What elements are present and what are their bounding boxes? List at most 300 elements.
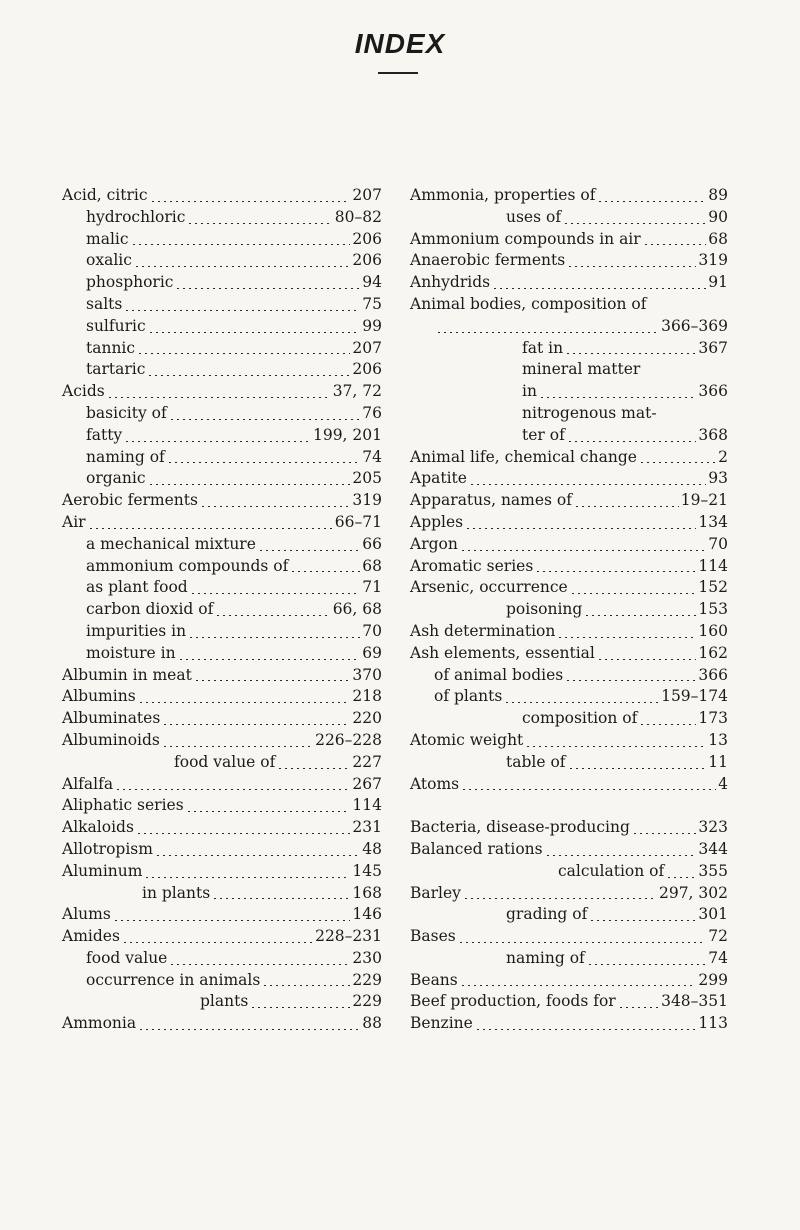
index-entry (62, 883, 382, 905)
dot-leader (436, 332, 659, 333)
entry-term: Aliphatic series (62, 796, 184, 815)
index-entry (410, 774, 728, 796)
entry-term: Argon (410, 534, 458, 553)
entry-term: Apparatus, names of (410, 491, 572, 510)
dot-leader (131, 244, 351, 245)
index-entry (410, 752, 728, 774)
index-entry (62, 904, 382, 926)
index-entry (62, 447, 382, 469)
entry-pages: 70 (362, 621, 382, 640)
dot-leader (186, 811, 351, 812)
entry-pages: 319 (698, 251, 728, 270)
entry-pages: 319 (352, 491, 382, 510)
entry-pages: 218 (352, 687, 382, 706)
dot-leader (175, 288, 360, 289)
entry-term: food value of (174, 752, 276, 771)
dot-leader (565, 353, 696, 354)
entry-pages: 267 (352, 774, 382, 793)
dot-leader (643, 244, 707, 245)
entry-term: carbon dioxid of (86, 600, 214, 619)
index-entry (410, 1013, 728, 1035)
dot-leader (475, 1029, 697, 1030)
dot-leader (565, 680, 696, 681)
index-entry (62, 185, 382, 207)
entry-term: moisture in (86, 643, 176, 662)
entry-pages: 94 (362, 273, 382, 292)
dot-leader (290, 571, 360, 572)
dot-leader (162, 746, 313, 747)
entry-term: Ammonium compounds in air (410, 229, 641, 248)
index-entry (410, 948, 728, 970)
index-entry (410, 468, 728, 490)
index-entry (62, 294, 382, 316)
dot-leader (639, 462, 716, 463)
index-entry (410, 556, 728, 578)
index-entry (62, 839, 382, 861)
entry-term: Aromatic series (410, 556, 534, 575)
entry-pages: 168 (352, 883, 382, 902)
entry-term: ter of (522, 425, 565, 444)
dot-leader (584, 615, 696, 616)
entry-pages: 205 (352, 469, 382, 488)
entry-pages: 146 (352, 905, 382, 924)
entry-pages: 199, 201 (312, 425, 382, 444)
dot-leader (188, 637, 360, 638)
index-entry (62, 534, 382, 556)
index-entry (410, 294, 728, 316)
dot-leader (124, 441, 311, 442)
entry-pages: 66–71 (334, 512, 382, 531)
index-entry (62, 730, 382, 752)
entry-term: naming of (506, 948, 585, 967)
dot-leader (568, 768, 707, 769)
index-entry (410, 403, 728, 425)
entry-term: salts (86, 294, 123, 313)
dot-leader (258, 550, 360, 551)
dot-leader (144, 877, 350, 878)
entry-pages: 114 (698, 556, 728, 575)
entry-pages: 323 (698, 818, 728, 837)
entry-pages: 367 (698, 338, 728, 357)
entry-pages: 206 (352, 360, 382, 379)
index-entry (62, 381, 382, 403)
index-entry (62, 403, 382, 425)
entry-pages: 153 (698, 600, 728, 619)
entry-term: Alums (62, 905, 111, 924)
dot-leader (250, 1007, 350, 1008)
entry-pages: 37, 72 (332, 382, 382, 401)
entry-pages: 159–174 (661, 687, 728, 706)
dot-leader (469, 484, 706, 485)
entry-pages: 227 (352, 752, 382, 771)
index-entry (62, 686, 382, 708)
entry-term: poisoning (506, 600, 583, 619)
entry-pages: 344 (698, 839, 728, 858)
entry-term: Atoms (410, 774, 460, 793)
entry-term: in plants (142, 883, 211, 902)
dot-leader (597, 201, 706, 202)
entry-pages: 173 (698, 709, 728, 728)
entry-term: Aerobic ferments (62, 491, 198, 510)
dot-leader (465, 528, 696, 529)
entry-pages: 114 (352, 796, 382, 815)
dot-leader (539, 397, 696, 398)
dot-leader (460, 985, 697, 986)
entry-term: Albuminoids (62, 730, 160, 749)
index-entry (62, 272, 382, 294)
entry-pages: 206 (352, 251, 382, 270)
index-entry (410, 686, 728, 708)
entry-pages: 348–351 (661, 992, 728, 1011)
index-entry (62, 665, 382, 687)
index-entry (62, 708, 382, 730)
entry-term: Bacteria, disease-producing (410, 818, 630, 837)
dot-leader (597, 659, 697, 660)
dot-leader (460, 550, 706, 551)
dot-leader (492, 288, 706, 289)
dot-leader (88, 528, 333, 529)
index-entry (62, 599, 382, 621)
entry-pages: 66, 68 (332, 600, 382, 619)
entry-term: occurrence in animals (86, 970, 261, 989)
entry-term: impurities in (86, 621, 187, 640)
entry-pages: 89 (708, 186, 728, 204)
index-entry (410, 425, 728, 447)
entry-term: Ash determination (410, 621, 556, 640)
entry-pages: 13 (708, 730, 728, 749)
index-entry (410, 359, 728, 381)
entry-pages: 366 (698, 665, 728, 684)
dot-leader (115, 789, 350, 790)
index-entry (410, 316, 728, 338)
entry-pages: 355 (698, 861, 728, 880)
entry-pages: 93 (708, 469, 728, 488)
entry-term: Benzine (410, 1014, 473, 1033)
index-entry (410, 534, 728, 556)
index-entry (410, 447, 728, 469)
entry-pages: 113 (698, 1014, 728, 1033)
dot-leader (138, 1029, 360, 1030)
entry-term: Ammonia, properties of (410, 186, 596, 204)
index-entry (62, 338, 382, 360)
entry-pages: 69 (362, 643, 382, 662)
index-entry (62, 359, 382, 381)
dot-leader (563, 223, 706, 224)
index-entry (410, 381, 728, 403)
index-entry (62, 512, 382, 534)
entry-term: Balanced rations (410, 839, 543, 858)
entry-term: mineral matter (522, 360, 641, 379)
entry-term: calculation of (558, 861, 665, 880)
entry-pages: 145 (352, 861, 382, 880)
dot-leader (134, 266, 350, 267)
index-entry (62, 861, 382, 883)
title-rule (378, 72, 418, 74)
entry-term: Air (62, 512, 86, 531)
entry-pages: 152 (698, 578, 728, 597)
dot-leader (178, 659, 361, 660)
dot-leader (639, 724, 696, 725)
index-entry (62, 774, 382, 796)
index-entry (410, 708, 728, 730)
entry-term: composition of (522, 709, 638, 728)
entry-term: in (522, 382, 537, 401)
index-entry (62, 316, 382, 338)
entry-term: tannic (86, 338, 136, 357)
entry-pages: 75 (362, 294, 382, 313)
entry-pages: 297, 302 (658, 883, 728, 902)
entry-term: of animal bodies (434, 665, 564, 684)
dot-leader (545, 855, 697, 856)
dot-leader (122, 942, 313, 943)
dot-leader (587, 964, 706, 965)
entry-term: Arsenic, occurrence (410, 578, 568, 597)
dot-leader (169, 964, 350, 965)
entry-term: Aluminum (62, 861, 143, 880)
entry-term: nitrogenous mat- (522, 403, 657, 422)
dot-leader (277, 768, 350, 769)
entry-term: Amides (62, 927, 120, 946)
entry-term: sulfuric (86, 316, 146, 335)
dot-leader (618, 1007, 659, 1008)
entry-pages: 366 (698, 382, 728, 401)
index-entry (62, 795, 382, 817)
dot-leader (155, 855, 360, 856)
dot-leader (138, 702, 351, 703)
entry-term: Apples (410, 512, 464, 531)
entry-pages: 68 (708, 229, 728, 248)
dot-leader (148, 484, 351, 485)
dot-leader (113, 920, 351, 921)
index-entry (410, 272, 728, 294)
entry-pages: 229 (352, 992, 382, 1011)
dot-leader (137, 353, 350, 354)
entry-term: Anaerobic ferments (410, 251, 566, 270)
dot-leader (124, 310, 360, 311)
dot-leader (557, 637, 696, 638)
entry-term: organic (86, 469, 146, 488)
index-entry (410, 839, 728, 861)
dot-leader (187, 223, 332, 224)
entry-pages: 4 (718, 774, 728, 793)
entry-term: plants (200, 992, 249, 1011)
index-entry (62, 926, 382, 948)
entry-term: Albuminates (62, 709, 161, 728)
dot-leader (194, 680, 351, 681)
dot-leader (574, 506, 679, 507)
entry-term: basicity of (86, 403, 167, 422)
entry-term: of plants (434, 687, 503, 706)
entry-pages: 368 (698, 425, 728, 444)
entry-term: Animal life, chemical change (410, 447, 637, 466)
dot-leader (525, 746, 706, 747)
dot-leader (136, 833, 350, 834)
entry-pages: 228–231 (315, 927, 382, 946)
index-entry (410, 599, 728, 621)
index-entry (410, 665, 728, 687)
dot-leader (458, 942, 707, 943)
entry-term: Alfalfa (62, 774, 114, 793)
entry-pages: 74 (708, 948, 728, 967)
dot-leader (570, 593, 697, 594)
entry-pages: 19–21 (680, 491, 728, 510)
index-entry (410, 883, 728, 905)
entry-term: Apatite (410, 469, 467, 488)
index-entry (410, 338, 728, 360)
dot-leader (200, 506, 350, 507)
entry-pages: 48 (362, 839, 382, 858)
dot-leader (262, 985, 350, 986)
dot-leader (148, 332, 361, 333)
entry-term: Beans (410, 970, 458, 989)
dot-leader (150, 201, 351, 202)
dot-leader (107, 397, 331, 398)
entry-pages: 370 (352, 665, 382, 684)
index-entry (410, 185, 728, 207)
index-entry (62, 468, 382, 490)
index-entry (62, 643, 382, 665)
index-entry (410, 817, 728, 839)
index-entry (410, 621, 728, 643)
entry-term: fatty (86, 425, 123, 444)
dot-leader (167, 462, 360, 463)
dot-leader (147, 375, 350, 376)
entry-term: oxalic (86, 251, 132, 270)
dot-leader (535, 571, 696, 572)
index-entry (62, 621, 382, 643)
dot-leader (169, 419, 361, 420)
entry-pages: 66 (362, 534, 382, 553)
index-entry (410, 730, 728, 752)
entry-term: Alkaloids (62, 818, 134, 837)
entry-pages: 91 (708, 273, 728, 292)
entry-pages: 160 (698, 621, 728, 640)
index-entry (410, 904, 728, 926)
entry-term: phosphoric (86, 273, 174, 292)
entry-pages: 230 (352, 948, 382, 967)
dot-leader (215, 615, 330, 616)
entry-term: Acid, citric (62, 186, 148, 204)
entry-term: food value (86, 948, 168, 967)
index-entry (410, 512, 728, 534)
entry-term: malic (86, 229, 129, 248)
entry-pages: 207 (352, 186, 382, 204)
index-entry (62, 577, 382, 599)
entry-term: Atomic weight (410, 730, 524, 749)
index-entry (62, 752, 382, 774)
entry-term: uses of (506, 207, 562, 226)
entry-term: Allotropism (62, 839, 153, 858)
index-entry (410, 991, 728, 1013)
entry-pages: 207 (352, 338, 382, 357)
entry-pages: 220 (352, 709, 382, 728)
entry-pages: 162 (698, 643, 728, 662)
index-entry (62, 490, 382, 512)
entry-pages: 229 (352, 970, 382, 989)
entry-term: grading of (506, 905, 588, 924)
dot-leader (567, 441, 697, 442)
page-title: INDEX (354, 28, 446, 59)
entry-term: Ash elements, essential (410, 643, 595, 662)
index-entry (410, 577, 728, 599)
entry-pages: 206 (352, 229, 382, 248)
entry-pages: 366–369 (661, 316, 728, 335)
entry-term: Beef production, foods for (410, 992, 616, 1011)
dot-leader (632, 833, 697, 834)
index-entry (410, 861, 728, 883)
dot-leader (666, 877, 696, 878)
entry-pages: 134 (698, 512, 728, 531)
index-column-left (62, 185, 382, 1035)
entry-term: Anhydrids (410, 273, 491, 292)
entry-pages: 71 (362, 578, 382, 597)
entry-pages: 11 (708, 752, 728, 771)
index-entry (410, 207, 728, 229)
entry-pages: 299 (698, 970, 728, 989)
dot-leader (162, 724, 350, 725)
entry-pages: 72 (708, 927, 728, 946)
entry-pages: 80–82 (334, 207, 382, 226)
entry-pages: 74 (362, 447, 382, 466)
entry-term: tartaric (86, 360, 146, 379)
index-entry (62, 250, 382, 272)
entry-term: Bases (410, 927, 456, 946)
entry-term: Acids (62, 382, 105, 401)
entry-term: Ammonia (62, 1014, 137, 1033)
entry-term: Albumin in meat (62, 665, 192, 684)
entry-term: hydrochloric (86, 207, 186, 226)
entry-pages: 301 (698, 905, 728, 924)
dot-leader (463, 898, 657, 899)
entry-pages: 88 (362, 1014, 382, 1033)
entry-term: as plant food (86, 578, 188, 597)
entry-term: a mechanical mixture (86, 534, 256, 553)
index-entry (62, 817, 382, 839)
entry-pages: 70 (708, 534, 728, 553)
entry-pages: 76 (362, 403, 382, 422)
index-entry (410, 926, 728, 948)
index-entry (62, 1013, 382, 1035)
entry-term: fat in (522, 338, 564, 357)
entry-term: table of (506, 752, 566, 771)
entry-pages: 68 (362, 556, 382, 575)
dot-leader (567, 266, 696, 267)
index-entry (62, 425, 382, 447)
dot-leader (212, 898, 350, 899)
index-entry (62, 970, 382, 992)
entry-term: ammonium compounds of (86, 556, 289, 575)
entry-term: naming of (86, 447, 165, 466)
dot-leader (190, 593, 361, 594)
index-entry (62, 948, 382, 970)
entry-pages: 226–228 (315, 730, 382, 749)
index-entry (410, 250, 728, 272)
entry-pages: 231 (352, 818, 382, 837)
index-entry (410, 229, 728, 251)
dot-leader (461, 789, 716, 790)
index-entry (62, 229, 382, 251)
index-entry (62, 556, 382, 578)
index-column-right (410, 185, 728, 1035)
index-entry (62, 207, 382, 229)
entry-term: Animal bodies, composition of (410, 294, 647, 313)
entry-pages: 90 (708, 207, 728, 226)
entry-pages: 99 (362, 316, 382, 335)
entry-pages: 2 (718, 447, 728, 466)
index-entry (410, 970, 728, 992)
dot-leader (504, 702, 659, 703)
index-entry (410, 643, 728, 665)
